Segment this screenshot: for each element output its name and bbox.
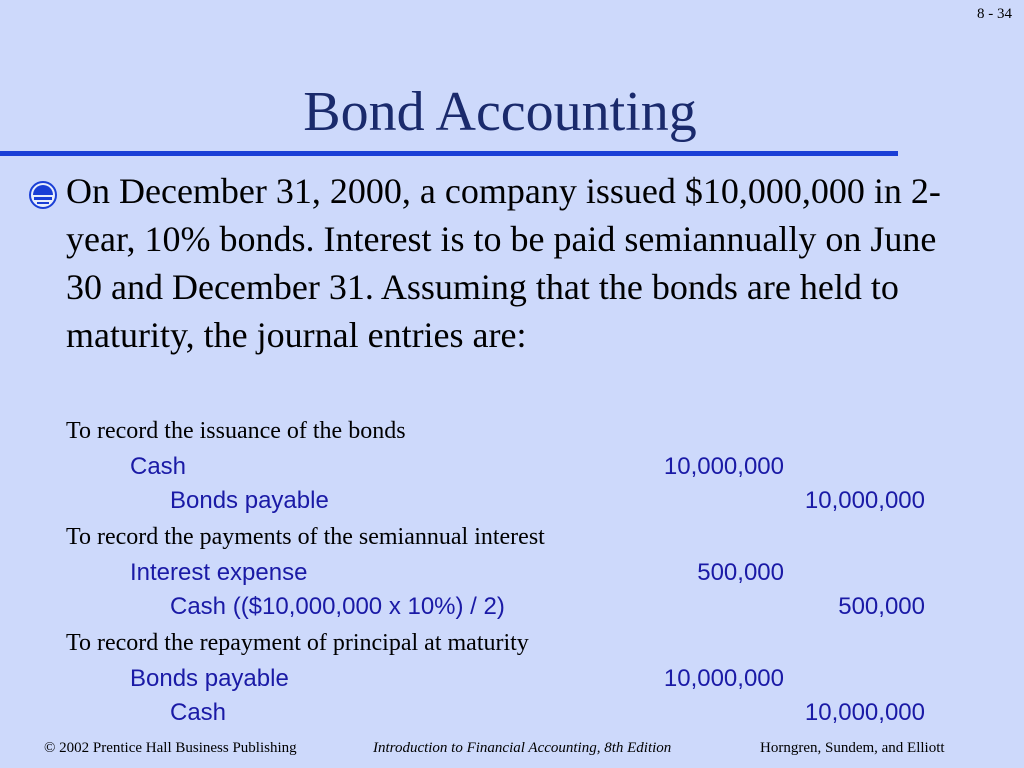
slide-number: 8 - 34 [977,6,1012,22]
debit-amount: 500,000 [697,559,784,586]
credit-amount: 500,000 [838,593,925,620]
debit-amount: 10,000,000 [663,453,784,480]
section-heading-issuance: To record the issuance of the bonds [66,418,406,444]
title-rule [0,151,898,156]
bullet-disc-icon [28,180,58,210]
footer [0,740,1024,768]
debit-account: Bonds payable [130,665,289,692]
footer-book-title: Introduction to Financial Accounting, 8th Edition [373,740,672,756]
credit-account: Cash (($10,000,000 x 10%) / 2) [170,593,505,620]
debit-account: Cash [130,453,187,480]
slide-title: Bond Accounting [303,81,697,143]
credit-account: Bonds payable [170,487,329,514]
footer-authors: Horngren, Sundem, and Elliott [760,740,945,756]
body-paragraph: On December 31, 2000, a company issued $10,000,000 in 2-year, 10% bonds. Interest is to be paid semiannually on June 30 and December 31. Assuming that the bonds are held to maturity, the journal entries are: [66,171,941,355]
credit-account: Cash [170,699,227,726]
credit-amount: 10,000,000 [804,699,925,726]
section-heading-interest: To record the payments of the semiannual interest [66,524,545,550]
credit-amount: 10,000,000 [804,487,925,514]
debit-amount: 10,000,000 [663,665,784,692]
debit-account: Interest expense [130,559,308,586]
section-heading-repayment: To record the repayment of principal at maturity [66,630,529,656]
footer-copyright: © 2002 Prentice Hall Business Publishing [44,740,297,756]
